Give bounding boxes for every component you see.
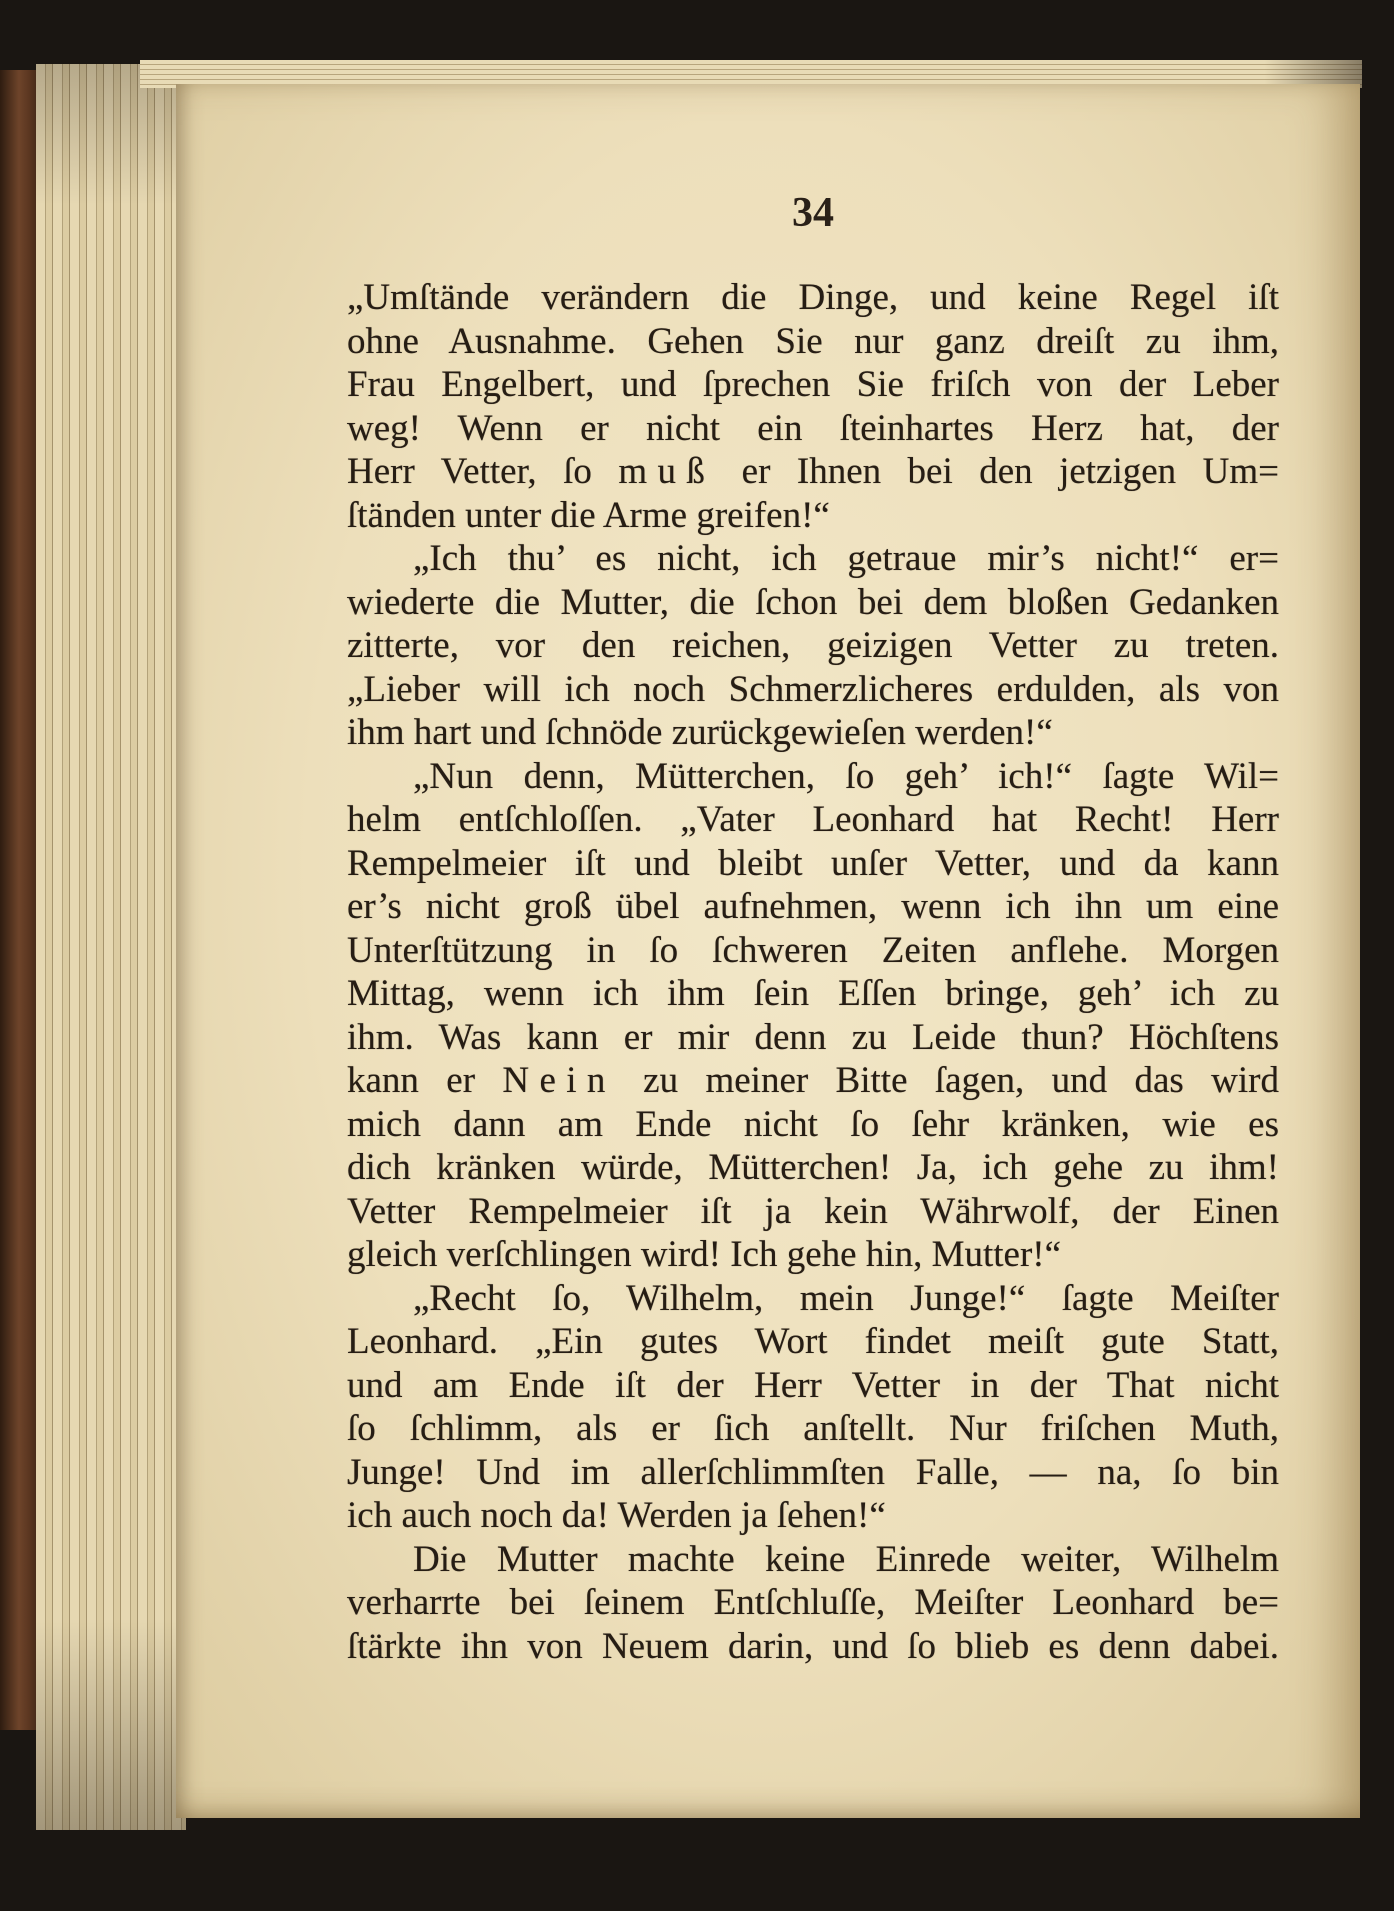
text-line: Junge! Und im allerſchlimmſten Falle, — na, ſo bin (347, 1451, 1279, 1493)
text-line: und am Ende iſt der Herr Vetter in der That nicht (347, 1364, 1279, 1406)
text-line: Mittag, wenn ich ihm ſein Eſſen bringe, geh’ ich zu (347, 973, 1279, 1014)
text-line: ihm. Was kann er mir denn zu Leide thun? Höchſtens (347, 1016, 1279, 1058)
text-line: ich auch noch da! Werden ja ſehen!“ (347, 1495, 886, 1536)
text-line: „Nun denn, Mütterchen, ſo geh’ ich!“ ſagte Wil= (413, 755, 1279, 797)
text-line: ihm hart und ſchnöde zurückgewieſen werden!“ (347, 712, 1053, 753)
text-line: dich kränken würde, Mütterchen! Ja, ich gehe zu ihm! (347, 1147, 1279, 1188)
page-edges-stack (36, 64, 186, 1830)
text-line: „Ich thu’ es nicht, ich getraue mir’s nicht!“ er= (413, 538, 1279, 579)
text-line: helm entſchloſſen. „Vater Leonhard hat Recht! Herr (347, 799, 1279, 840)
page-number: 34 (792, 190, 834, 236)
text-line: ſtärkte ihn von Neuem darin, und ſo blieb es denn dabei. (347, 1625, 1279, 1667)
text-line (347, 450, 1279, 494)
text-segment: zu meiner Bitte ſagen, und das wird (615, 1060, 1280, 1101)
text-line: Frau Engelbert, und ſprechen Sie friſch von der Leber (347, 364, 1279, 405)
text-segment: kann er (347, 1060, 503, 1101)
text-line: weg! Wenn er nicht ein ſteinhartes Herz hat, der (347, 407, 1279, 449)
text-line (347, 1059, 1279, 1103)
text-line: Unterſtützung in ſo ſchweren Zeiten anflehe. Morgen (347, 929, 1279, 971)
emphasized-word: Nein (502, 1060, 616, 1101)
text-segment: er Ihnen bei den jetzigen Um= (715, 451, 1279, 492)
text-line: verharrte bei ſeinem Entſchluſſe, Meiſter Leonhard be= (347, 1582, 1279, 1623)
text-segment: Herr Vetter, ſo (347, 451, 619, 492)
text-line: ſo ſchlimm, als er ſich anſtellt. Nur friſchen Muth, (347, 1408, 1279, 1449)
text-line: „Umſtände verändern die Dinge, und keine Regel iſt (347, 277, 1279, 318)
text-block (347, 276, 1279, 1668)
text-line: wiederte die Mutter, die ſchon bei dem bloßen Gedanken (347, 581, 1279, 623)
text-line: „Recht ſo, Wilhelm, mein Junge!“ ſagte Meiſter (413, 1277, 1279, 1319)
text-line: ohne Ausnahme. Gehen Sie nur ganz dreiſt zu ihm, (347, 320, 1279, 362)
text-line: er’s nicht groß übel aufnehmen, wenn ich ihn um eine (347, 886, 1279, 927)
text-line: Die Mutter machte keine Einrede weiter, Wilhelm (413, 1538, 1279, 1580)
text-line: gleich verſchlingen wird! Ich gehe hin, Mutter!“ (347, 1234, 1062, 1275)
text-line: ſtänden unter die Arme greifen!“ (347, 494, 830, 536)
text-line: Vetter Rempelmeier iſt ja kein Währwolf, der Einen (347, 1190, 1279, 1232)
text-line: zitterte, vor den reichen, geizigen Vetter zu treten. (347, 625, 1279, 666)
text-line: Leonhard. „Ein gutes Wort findet meiſt gute Statt, (347, 1321, 1279, 1362)
text-line: mich dann am Ende nicht ſo ſehr kränken, wie es (347, 1103, 1279, 1145)
emphasized-word: muß (618, 451, 716, 492)
text-line: Rempelmeier iſt und bleibt unſer Vetter, und da kann (347, 842, 1279, 884)
text-line: „Lieber will ich noch Schmerzlicheres erdulden, als von (347, 668, 1279, 710)
